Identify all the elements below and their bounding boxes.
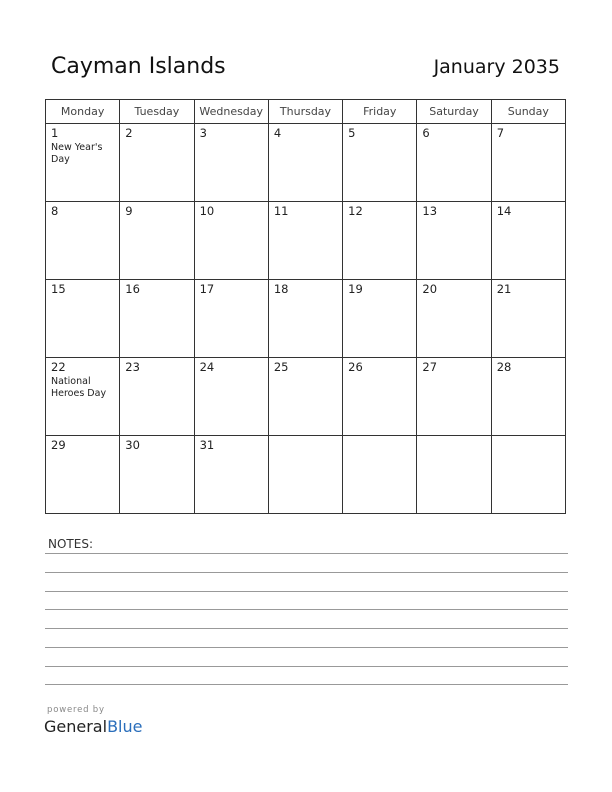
weekday-header: Friday: [343, 100, 417, 124]
week-row: [46, 202, 566, 280]
day-cell: [120, 436, 194, 514]
notes-line: [45, 553, 568, 554]
day-cell: [268, 124, 342, 202]
holiday-label: New Year's Day: [51, 142, 103, 165]
notes-line: [45, 572, 568, 573]
day-cell: [417, 124, 491, 202]
day-number: 12: [348, 204, 363, 218]
day-number: [417, 436, 490, 439]
weekday-header: Wednesday: [194, 100, 268, 124]
day-cell: [46, 358, 120, 436]
day-cell: [491, 202, 565, 280]
weekday-header: Saturday: [417, 100, 491, 124]
day-cell: [491, 280, 565, 358]
day-cell: [417, 280, 491, 358]
day-number: [343, 436, 416, 439]
week-row: [46, 124, 566, 202]
holiday-label: National Heroes Day: [51, 376, 107, 399]
day-cell: [46, 436, 120, 514]
weekday-header: Thursday: [268, 100, 342, 124]
notes-line: [45, 666, 568, 667]
day-number: 6: [422, 126, 430, 140]
weekday-header: Sunday: [491, 100, 565, 124]
day-cell: [417, 436, 491, 514]
day-cell: [120, 358, 194, 436]
day-cell: [194, 202, 268, 280]
day-cell: [343, 202, 417, 280]
day-number: 13: [422, 204, 438, 218]
day-number: 9: [125, 204, 133, 218]
day-cell: [46, 280, 120, 358]
day-number: 29: [51, 438, 66, 452]
day-number: 27: [422, 360, 438, 374]
day-number: 19: [348, 282, 363, 296]
day-cell: [268, 202, 342, 280]
day-number: 30: [125, 438, 140, 452]
day-number: 14: [496, 204, 512, 218]
day-number: 28: [496, 360, 512, 374]
day-number: 2: [125, 126, 133, 140]
brand-logo-part1: General: [44, 717, 108, 736]
day-number: 25: [273, 360, 289, 374]
day-cell: [46, 202, 120, 280]
day-number: 22: [51, 360, 66, 374]
day-cell: [268, 358, 342, 436]
powered-by-text: powered by: [47, 705, 105, 715]
day-cell: [46, 124, 120, 202]
day-number: 11: [273, 204, 289, 218]
notes-line: [45, 609, 568, 610]
week-row: [46, 358, 566, 436]
day-number: 21: [496, 282, 512, 296]
day-cell: [194, 436, 268, 514]
day-cell: [120, 202, 194, 280]
notes-line: [45, 628, 568, 629]
day-number: [269, 436, 342, 439]
day-number: 8: [51, 204, 59, 218]
day-number: 10: [199, 204, 215, 218]
day-number: 26: [348, 360, 363, 374]
day-cell: [417, 358, 491, 436]
day-cell: [491, 124, 565, 202]
day-number: 16: [125, 282, 140, 296]
weekday-header-row: [46, 100, 566, 124]
day-number: 31: [199, 438, 215, 452]
day-number: 18: [273, 282, 289, 296]
weekday-header: Tuesday: [120, 100, 194, 124]
week-row: [46, 280, 566, 358]
day-cell: [120, 124, 194, 202]
day-cell: [343, 280, 417, 358]
calendar-month-year: January 2035: [433, 56, 560, 78]
day-cell: [194, 358, 268, 436]
day-cell: [491, 436, 565, 514]
day-cell: [268, 280, 342, 358]
day-number: 7: [496, 126, 505, 140]
day-cell: [194, 124, 268, 202]
day-number: 20: [422, 282, 438, 296]
day-cell: [417, 202, 491, 280]
day-number: 1: [51, 126, 59, 140]
day-number: 3: [199, 126, 207, 140]
day-number: 24: [199, 360, 215, 374]
notes-line: [45, 684, 568, 685]
day-cell: [194, 280, 268, 358]
day-number: 23: [125, 360, 140, 374]
calendar-country-title: Cayman Islands: [51, 54, 226, 79]
day-cell: [268, 436, 342, 514]
brand-logo-part2: Blue: [107, 717, 143, 736]
day-number: 4: [273, 126, 282, 140]
day-number: 15: [51, 282, 66, 296]
day-number: 5: [348, 126, 356, 140]
brand-logo: [44, 717, 142, 736]
day-cell: [491, 358, 565, 436]
notes-label: NOTES:: [48, 537, 93, 551]
day-cell: [343, 436, 417, 514]
notes-line: [45, 591, 568, 592]
day-cell: [120, 280, 194, 358]
day-cell: [343, 358, 417, 436]
calendar-grid: [45, 99, 566, 514]
day-cell: [343, 124, 417, 202]
week-row: [46, 436, 566, 514]
day-number: 17: [199, 282, 215, 296]
day-number: [492, 436, 565, 439]
notes-line: [45, 647, 568, 648]
weekday-header: Monday: [46, 100, 120, 124]
